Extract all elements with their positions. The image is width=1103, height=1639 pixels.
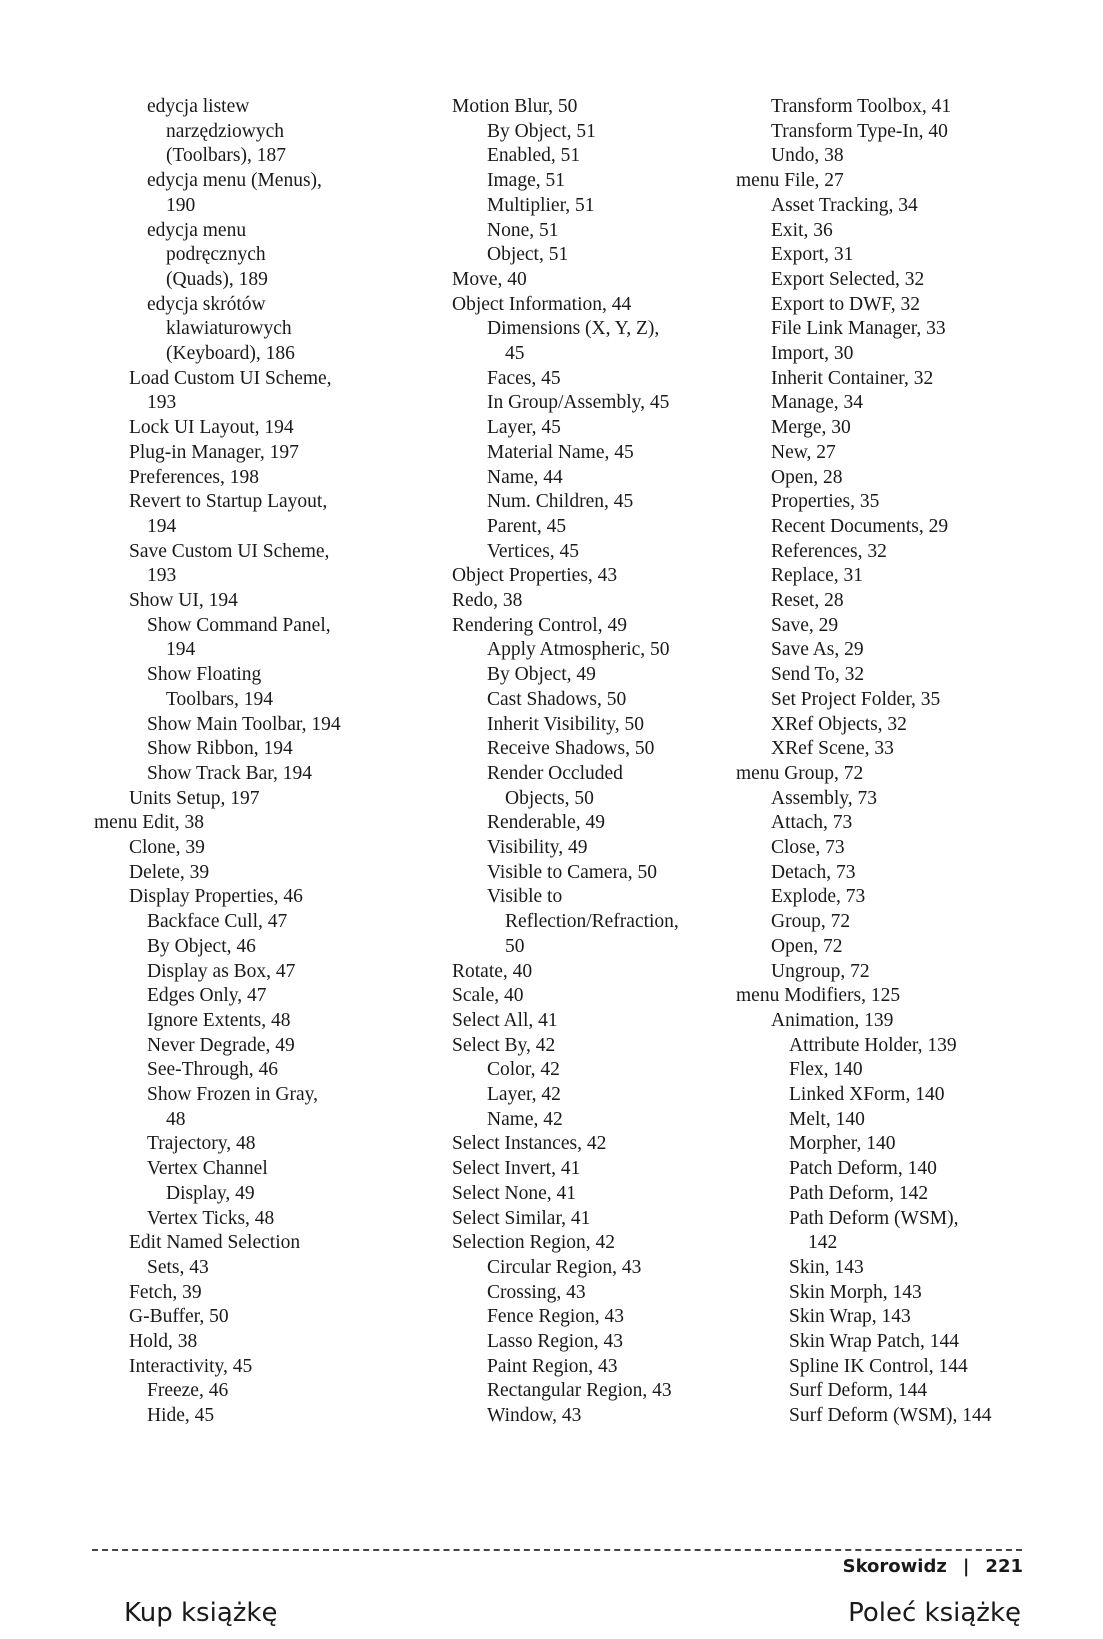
index-entry: Export, 31 [771,244,854,266]
index-entry: Assembly, 73 [771,787,877,809]
index-entry: Show Main Toolbar, 194 [147,713,341,735]
index-entry: 193 [147,392,177,414]
index-entry: Ignore Extents, 48 [147,1009,291,1031]
index-entry: 193 [147,565,177,587]
footer-separator: | [962,1556,970,1577]
index-entry: Fetch, 39 [129,1281,202,1303]
index-entry: Morpher, 140 [789,1133,896,1155]
index-entry: Rectangular Region, 43 [487,1380,672,1402]
index-entry: By Object, 51 [487,120,596,142]
index-entry: Units Setup, 197 [129,787,260,809]
index-entry: Lasso Region, 43 [487,1331,623,1352]
index-entry: edycja skrótów [147,293,266,315]
index-entry: Faces, 45 [487,367,561,389]
index-entry: Explode, 73 [771,886,866,908]
index-entry: Toolbars, 194 [166,688,273,710]
index-entry: Fence Region, 43 [487,1306,625,1328]
index-entry: edycja menu (Menus), [147,170,322,192]
index-entry: Delete, 39 [129,861,210,883]
index-entry: Animation, 139 [771,1009,894,1031]
index-entry: Sets, 43 [147,1256,209,1278]
index-entry: Inherit Container, 32 [771,367,934,389]
index-entry: Enabled, 51 [487,145,581,167]
index-entry: Move, 40 [452,268,527,290]
index-entry: Open, 72 [771,935,843,957]
index-entry: Visible to Camera, 50 [487,861,657,883]
index-entry: Render Occluded [487,762,623,784]
index-entry: Edges Only, 47 [147,985,267,1007]
index-entry: Undo, 38 [771,145,844,167]
index-entry: Skin Wrap, 143 [789,1306,911,1328]
index-entry: Scale, 40 [452,985,524,1007]
index-entry: Name, 42 [487,1108,563,1130]
index-entry: Import, 30 [771,343,854,364]
index-entry: Color, 42 [487,1059,560,1081]
index-entry: Surf Deform (WSM), 144 [789,1405,992,1427]
index-entry: Replace, 31 [771,565,864,587]
footer-divider [92,1549,1022,1551]
index-entry: By Object, 46 [147,935,256,957]
index-entry: Rendering Control, 49 [452,614,627,636]
index-entry: Redo, 38 [452,590,523,611]
index-entry: Select All, 41 [452,1009,558,1031]
index-entry: Select None, 41 [452,1182,577,1204]
index-entry: edycja listew [147,96,250,117]
index-entry: menu Modifiers, 125 [736,985,901,1007]
index-entry: Image, 51 [487,170,565,192]
index-entry: Motion Blur, 50 [452,96,578,117]
index-entry: Show Command Panel, [147,614,331,636]
index-entry: Select Similar, 41 [452,1207,591,1229]
index-entry: Show Floating [147,664,262,686]
index-entry: File Link Manager, 33 [771,318,946,340]
index-entry: Parent, 45 [487,515,567,537]
index-entry: Renderable, 49 [487,812,606,834]
index-entry: Object Information, 44 [452,293,632,315]
index-entry: Never Degrade, 49 [147,1034,295,1056]
index-entry: Set Project Folder, 35 [771,688,941,710]
index-entry: Vertex Ticks, 48 [147,1207,275,1229]
index-entry: Vertices, 45 [487,540,580,562]
index-entry: 142 [808,1232,838,1254]
index-entry: Circular Region, 43 [487,1256,642,1278]
index-entry: Plug-in Manager, 197 [129,441,299,463]
index-entry: Interactivity, 45 [129,1355,253,1377]
index-entry: (Toolbars), 187 [166,145,286,167]
index-entry: Save As, 29 [771,639,864,661]
index-entry: Edit Named Selection [129,1232,301,1254]
index-entry: Show Track Bar, 194 [147,762,312,784]
index-entry: G-Buffer, 50 [129,1306,229,1328]
index-entry: 45 [505,343,525,364]
index-entry: Melt, 140 [789,1108,865,1130]
index-entry: menu File, 27 [736,170,844,192]
index-entry: Recent Documents, 29 [771,515,949,537]
index-entry: Vertex Channel [147,1158,268,1180]
index-entry: Objects, 50 [505,787,594,809]
index-entry: Trajectory, 48 [147,1133,256,1155]
index-entry: Send To, 32 [771,664,865,686]
index-entry: 194 [166,639,196,661]
index-entry: (Quads), 189 [166,268,268,290]
index-entry: Select By, 42 [452,1034,556,1056]
index-entry: 194 [147,515,177,537]
index-entry: Patch Deform, 140 [789,1158,937,1180]
index-entry: klawiaturowych [166,318,292,340]
buy-book-link[interactable]: Kup książkę [124,1598,278,1628]
index-entry: Show UI, 194 [129,590,238,611]
index-entry: Display as Box, 47 [147,960,296,982]
index-entry: Layer, 45 [487,417,561,439]
index-entry: References, 32 [771,540,887,562]
index-entry: Display, 49 [166,1182,255,1204]
index-entry: Save Custom UI Scheme, [129,540,330,562]
index-entry: Select Instances, 42 [452,1133,607,1155]
recommend-book-link[interactable]: Poleć książkę [848,1598,1021,1628]
index-entry: New, 27 [771,441,836,463]
index-entry: See-Through, 46 [147,1059,279,1081]
index-entry: Lock UI Layout, 194 [129,417,294,439]
index-entry: Revert to Startup Layout, [129,491,328,513]
index-entry: Select Invert, 41 [452,1158,581,1180]
index-entry: Linked XForm, 140 [789,1084,945,1105]
index-entry: Close, 73 [771,837,845,858]
index-entry: Show Frozen in Gray, [147,1084,318,1105]
index-entry: Exit, 36 [771,219,833,241]
index-entry: menu Edit, 38 [94,812,204,834]
index-entry: Object, 51 [487,244,569,266]
index-entry: Reflection/Refraction, [505,911,679,933]
index-entry: XRef Scene, 33 [771,738,894,760]
index-entry: Transform Type-In, 40 [771,120,948,142]
index-entry: Spline IK Control, 144 [789,1355,968,1377]
index-entry: Save, 29 [771,614,839,636]
index-entry: In Group/Assembly, 45 [487,392,670,414]
index-entry: Merge, 30 [771,417,851,439]
index-entry: Show Ribbon, 194 [147,738,293,760]
index-entry: Multiplier, 51 [487,194,595,216]
index-entry: podręcznych [166,244,266,266]
index-entry: None, 51 [487,219,559,241]
index-entry: Skin, 143 [789,1256,864,1278]
index-entry: Backface Cull, 47 [147,911,288,933]
index-entry: Paint Region, 43 [487,1355,618,1377]
index-entry: Path Deform (WSM), [789,1207,959,1229]
index-entry: 48 [166,1108,186,1130]
index-entry: Skin Morph, 143 [789,1281,922,1303]
index-entry: Skin Wrap Patch, 144 [789,1331,960,1352]
index-entry: Cast Shadows, 50 [487,688,627,710]
index-entry: Object Properties, 43 [452,565,618,587]
page-number: 221 [985,1556,1023,1577]
index-entry: Inherit Visibility, 50 [487,713,644,735]
index-entry: Crossing, 43 [487,1281,586,1303]
index-entry: Reset, 28 [771,590,844,611]
index-entry: Apply Atmospheric, 50 [487,639,670,661]
index-entry: Rotate, 40 [452,960,533,982]
section-title: Skorowidz [842,1556,947,1577]
index-entry: 190 [166,194,196,216]
index-entry: Selection Region, 42 [452,1232,616,1254]
index-entry: Load Custom UI Scheme, [129,367,332,389]
index-entry: Properties, 35 [771,491,880,513]
index-entry: Num. Children, 45 [487,491,634,513]
index-entry: Name, 44 [487,466,563,488]
index-entry: Layer, 42 [487,1084,561,1105]
index-entry: Path Deform, 142 [789,1182,929,1204]
index-entry: By Object, 49 [487,664,596,686]
index-entry: Preferences, 198 [129,466,259,488]
index-entry: Transform Toolbox, 41 [771,96,952,117]
index-entry: narzędziowych [166,120,285,142]
index-entry: Surf Deform, 144 [789,1380,928,1402]
index-entry: Window, 43 [487,1405,582,1427]
index-entry: Attach, 73 [771,812,853,834]
index-entry: Hide, 45 [147,1405,215,1427]
index-entry: Export to DWF, 32 [771,293,921,315]
index-entry: Asset Tracking, 34 [771,194,918,216]
index-entry: 50 [505,935,525,957]
index-entry: Receive Shadows, 50 [487,738,655,760]
index-entry: Group, 72 [771,911,851,933]
index-entry: Dimensions (X, Y, Z), [487,318,660,340]
index-entry: Manage, 34 [771,392,864,414]
index-entry: Display Properties, 46 [129,886,303,908]
index-entry: Detach, 73 [771,861,856,883]
index-entry: menu Group, 72 [736,762,864,784]
index-entry: Open, 28 [771,466,843,488]
index-entry: Clone, 39 [129,837,205,858]
index-entry: Ungroup, 72 [771,960,870,982]
index-entry: Visible to [487,886,563,908]
index-entry: Material Name, 45 [487,441,634,463]
index-entry: XRef Objects, 32 [771,713,907,735]
index-entry: (Keyboard), 186 [166,343,295,364]
index-entry: edycja menu [147,219,247,241]
index-entry: Hold, 38 [129,1331,198,1352]
index-entry: Attribute Holder, 139 [789,1034,957,1056]
index-entry: Export Selected, 32 [771,268,925,290]
running-footer [843,1556,1023,1577]
index-entry: Visibility, 49 [487,837,588,858]
index-entry: Freeze, 46 [147,1380,229,1402]
index-entry: Flex, 140 [789,1059,863,1081]
